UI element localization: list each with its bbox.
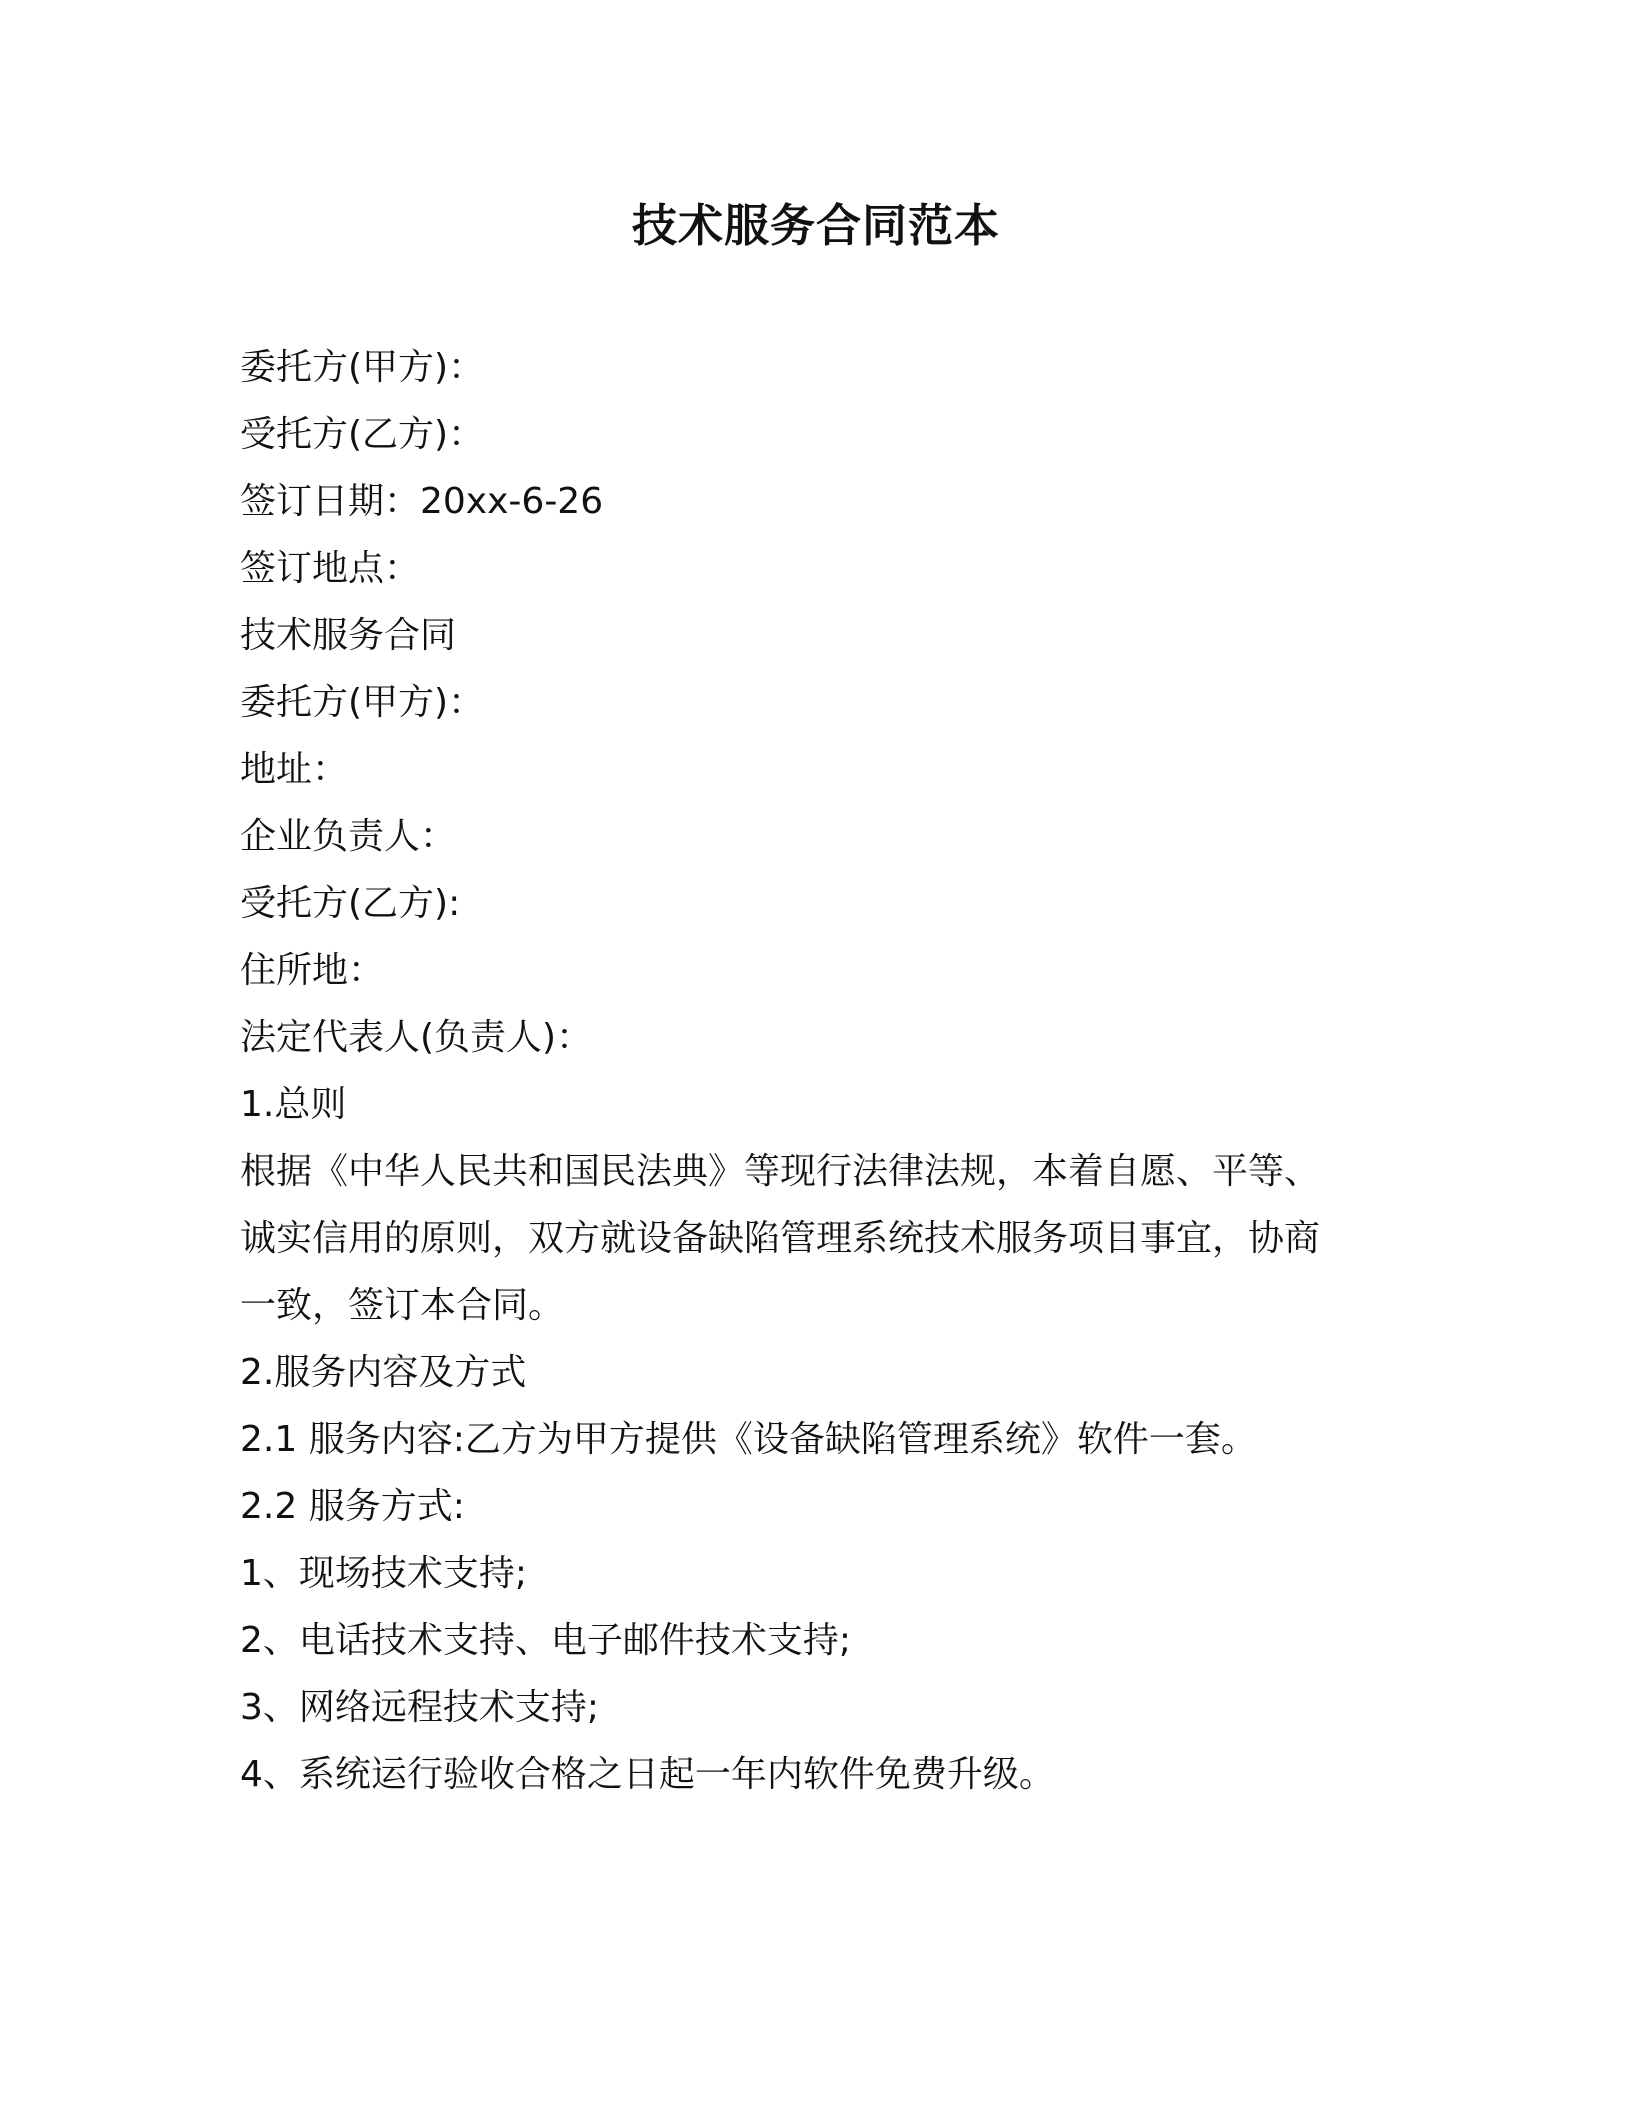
clause-2-1: 2.1 服务内容:乙方为甲方提供《设备缺陷管理系统》软件一套。 [240, 1419, 1257, 1460]
client-party-line: 委托方(甲方)： [240, 347, 485, 388]
service-item-2: 2、电话技术支持、电子邮件技术支持; [240, 1620, 852, 1661]
contractor-party-line: 受托方(乙方)： [240, 414, 485, 455]
clause-2-2: 2.2 服务方式: [240, 1486, 465, 1527]
document-body [240, 334, 1400, 1808]
section-1-heading: 1.总则 [240, 1084, 347, 1125]
client-representative-line: 企业负责人： [240, 816, 457, 857]
general-paragraph-line-2: 诚实信用的原则，双方就设备缺陷管理系统技术服务项目事宜，协商 [240, 1218, 1321, 1259]
general-paragraph-line-3: 一致，签订本合同。 [240, 1285, 565, 1326]
client-party-detail-line: 委托方(甲方)： [240, 682, 485, 723]
service-item-1: 1、现场技术支持; [240, 1553, 528, 1594]
service-item-4: 4、系统运行验收合格之日起一年内软件免费升级。 [240, 1754, 1055, 1795]
service-item-3: 3、网络远程技术支持; [240, 1687, 600, 1728]
client-address-line: 地址： [240, 749, 349, 790]
document-title: 技术服务合同范本 [631, 199, 1000, 252]
contractor-address-line: 住所地： [240, 950, 385, 991]
signing-place-line: 签订地点： [240, 548, 421, 589]
section-2-heading: 2.服务内容及方式 [240, 1352, 527, 1393]
general-paragraph-line-1: 根据《中华人民共和国民法典》等现行法律法规，本着自愿、平等、 [240, 1151, 1321, 1192]
signing-date-line: 签订日期：20xx-6-26 [240, 481, 604, 522]
contract-subtitle: 技术服务合同 [240, 615, 457, 656]
contractor-party-detail-line: 受托方(乙方): [240, 883, 461, 924]
contractor-legal-rep-line: 法定代表人(负责人)： [240, 1017, 593, 1058]
